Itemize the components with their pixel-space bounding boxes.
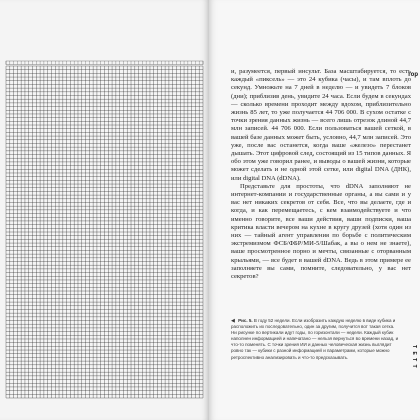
caption-arrow-icon: ◀ [231,318,235,324]
right-page [209,0,420,420]
weeks-grid [0,0,209,420]
body-paragraph: Представьте для простоты, что dDNA заполняют не интернет-компании и государственные органы, а вы сами и у вас нет никаких секретов от себя. Все, что вы делаете, где и когда, и как перемещаетесь, с кем взаимодействуете и что именно говорите, все ваши действия, ваши подписки, ваша критика власти вечером на кухне в кругу друзей (хотя один из них — тайный агент управления по борьбе с политическим экстремизмом ФСБ/ФБР/МИ-5/Шабак, а вы о нем не знаете), ваше просмотренное порно и мечты, связанные с оторванным крыльями, — все будет в вашей dDNA. Ведь в этом примере ее заполняете вы сами, помните, следовательно, у вас нет секретов? [231,182,411,281]
body-text [231,68,411,281]
weeks-grid-svg [0,0,209,420]
caption-text: В году 52 недели. Если изобразить каждую неделю в виде кубика и расположить их последовательно, один за другим, получится вот такая сетка. Ни рисунке по вертикали идут годы, по горизонтали — недели. Каждый кубик наполнен информацией и напечатано — нельзя вернуться во времени назад, и что-то поменять. С точки зрения ИИ и данных человеческая жизнь выглядит ровно так — кубики с разной информацией и параметрами, которые можно ретроспективно анализировать и что-то предсказывать. [231,318,399,360]
side-folio: Т Е Т Т [411,345,417,369]
body-paragraph: и, разумеется, первый инсульт. База масштабируется, то есть каждый «пиксель» — это 24 кубика (часы), и там вплоть до секунд. Умножьте на 7 дней в неделю — и увидеть 7 блоков (дни); приблизив день, увидите 24 часа. Если будем в секундах — сколько времени проходит между вдохом, приблизительно жизнь 85 лет, то уже получается 44 706 000. В сухом остатке с точки зрения данных жизнь — всего лишь отрезок длиной 44,7 млн записей. 44 706 000. Если пользоваться вашей сеткой, в вашей базе данных может быть, условно, 44,7 млн записей. Это уже, после вас останется, когда ваше «железо» перестанет дышать. Этот цифровой след, состоящий из 15 типов данных. Я обо этом уже говорил ранее, и выводы о вашей жизни, которые может сделать и не одной этой сетке, или digital DNA (ДНК), или digital DNA (dDNA). [231,68,411,182]
figure-caption [231,318,399,361]
left-page [0,0,209,420]
running-head: гор [408,72,418,78]
caption-label: Рис. 5. [238,318,253,323]
